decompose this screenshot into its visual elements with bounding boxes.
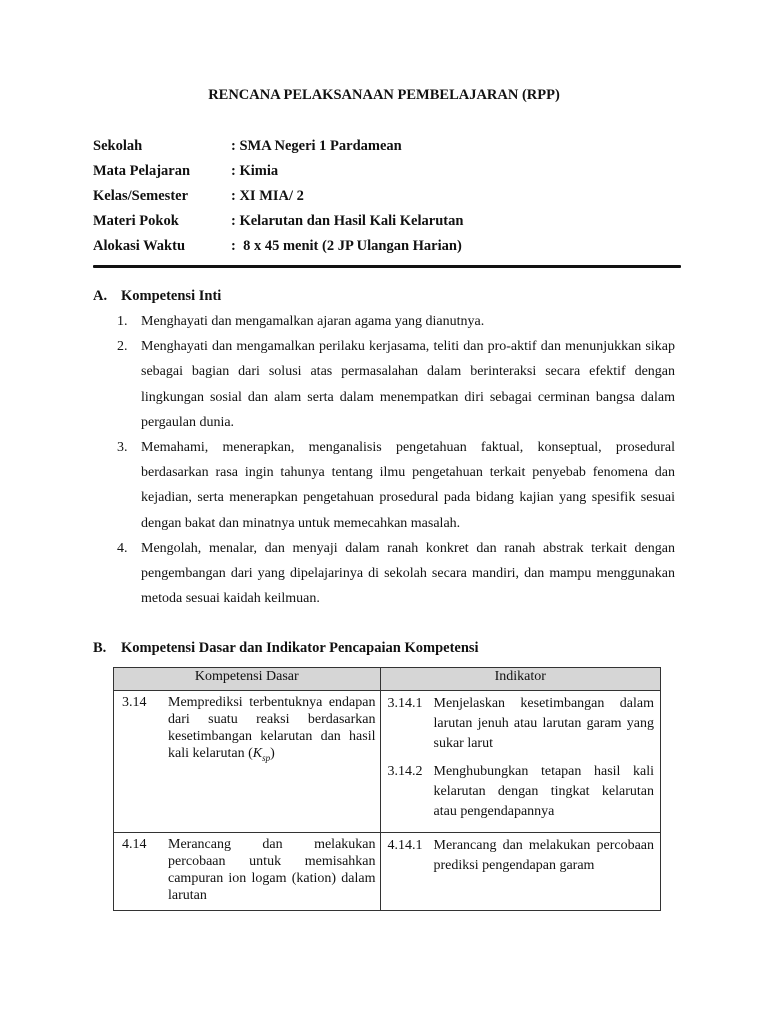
- kompetensi-inti-list: [117, 309, 675, 611]
- info-row-alokasi-waktu: [93, 236, 463, 261]
- info-row-sekolah: [93, 136, 463, 161]
- kd-cell: [114, 833, 381, 911]
- info-row-materi-pokok: [93, 211, 463, 236]
- table-row: [114, 833, 661, 911]
- info-row-kelas-semester: [93, 186, 463, 211]
- info-label: Materi Pokok: [93, 213, 179, 229]
- section-b-heading: [93, 640, 479, 657]
- info-label: Sekolah: [93, 138, 143, 154]
- indicator-cell: [380, 691, 661, 833]
- kd-text: Merancang dan melakukan percobaan untuk memisahkan campuran ion logam (kation) dalam larutan: [168, 837, 376, 903]
- list-item: [117, 334, 675, 435]
- table-row: [114, 691, 661, 833]
- kd-code: 4.14: [122, 837, 147, 852]
- list-text: Menghayati dan mengamalkan ajaran agama yang dianutnya.: [141, 314, 485, 329]
- list-number: 2.: [117, 339, 128, 355]
- kd-symbol-subscript: sp: [262, 752, 271, 763]
- indicator-item: [388, 836, 655, 876]
- list-number: 1.: [117, 314, 128, 329]
- indicator-item: [388, 694, 655, 754]
- indicator-text: Menjelaskan kesetimbangan dalam larutan jenuh atau larutan garam yang sukar larut: [433, 696, 654, 751]
- identity-block: [93, 136, 463, 261]
- list-item: [117, 435, 675, 536]
- section-title: Kompetensi Inti: [121, 288, 222, 304]
- info-value: : Kelarutan dan Hasil Kali Kelarutan: [231, 213, 464, 229]
- indicator-item: [388, 762, 655, 822]
- list-text: Mengolah, menalar, dan menyaji dalam ranah konkret dan ranah abstrak terkait dengan pengembangan dari yang dipelajarinya di sekolah secara mandiri, dan mampu menggunakan metoda sesuai kaidah keilmuan.: [141, 540, 675, 607]
- info-value: : 8 x 45 menit (2 JP Ulangan Harian): [231, 238, 462, 254]
- column-header-kd: Kompetensi Dasar: [114, 668, 381, 691]
- section-a-heading: [93, 288, 221, 305]
- list-number: 4.: [117, 540, 128, 556]
- kd-text: Memprediksi terbentuknya endapan dari suatu reaksi berdasarkan kesetimbangan kelarutan dan hasil kali kelarutan $(K_{sp})$: [168, 695, 376, 763]
- kompetensi-table: [113, 667, 661, 911]
- kd-description: Memprediksi terbentuknya endapan dari suatu reaksi berdasarkan kesetimbangan kelarutan dan hasil kali kelarutan: [168, 695, 376, 761]
- info-label: Mata Pelajaran: [93, 163, 191, 179]
- indicator-code: 3.14.2: [387, 764, 423, 779]
- indicator-code: 4.14.1: [387, 838, 423, 853]
- info-value: : XI MIA/ 2: [231, 188, 304, 204]
- kd-cell: [114, 691, 381, 833]
- info-label: Alokasi Waktu: [93, 238, 186, 254]
- indicator-text: Merancang dan melakukan percobaan prediksi pengendapan garam: [433, 838, 654, 873]
- info-value: : Kimia: [231, 163, 279, 179]
- list-number: 3.: [117, 440, 128, 456]
- list-text: Menghayati dan mengamalkan perilaku kerjasama, teliti dan pro-aktif dan menunjukkan sikap sebagai bagian dari solusi atas permasalahan dalam berinteraksi secara efektif dengan lingkungan sosial dan alam serta dalam menempatkan diri sebagai cerminan bangsa dalam pergaulan dunia.: [141, 339, 675, 430]
- section-title: Kompetensi Dasar dan Indikator Pencapaian Kompetensi: [121, 640, 479, 656]
- list-item: [117, 536, 675, 612]
- info-label: Kelas/Semester: [93, 188, 189, 204]
- info-value: : SMA Negeri 1 Pardamean: [231, 138, 402, 154]
- indicator-cell: [380, 833, 661, 911]
- kd-symbol: K: [252, 746, 263, 761]
- kd-code: 3.14: [122, 695, 147, 710]
- list-text: Memahami, menerapkan, menganalisis pengetahuan faktual, konseptual, prosedural berdasarkan rasa ingin tahunya tentang ilmu pengetahuan terkait penyebab fenomena dan kejadian, serta menerapkan pengetahuan prosedural pada bidang kajian yang spesifik sesuai dengan bakat dan minatnya untuk memecahkan masalah.: [141, 440, 675, 531]
- section-letter: B.: [93, 640, 107, 656]
- indicator-text: Menghubungkan tetapan hasil kali kelarutan dengan tingkat kelarutan atau pengendapannya: [433, 764, 654, 819]
- indicator-code: 3.14.1: [387, 696, 423, 711]
- document-title: RENCANA PELAKSANAAN PEMBELAJARAN (RPP): [208, 87, 560, 103]
- info-row-mata-pelajaran: [93, 161, 463, 186]
- section-letter: A.: [93, 288, 108, 304]
- table-header-row: [114, 668, 661, 691]
- column-header-indikator: Indikator: [380, 668, 661, 691]
- list-item: [117, 309, 675, 334]
- header-divider: [93, 265, 681, 268]
